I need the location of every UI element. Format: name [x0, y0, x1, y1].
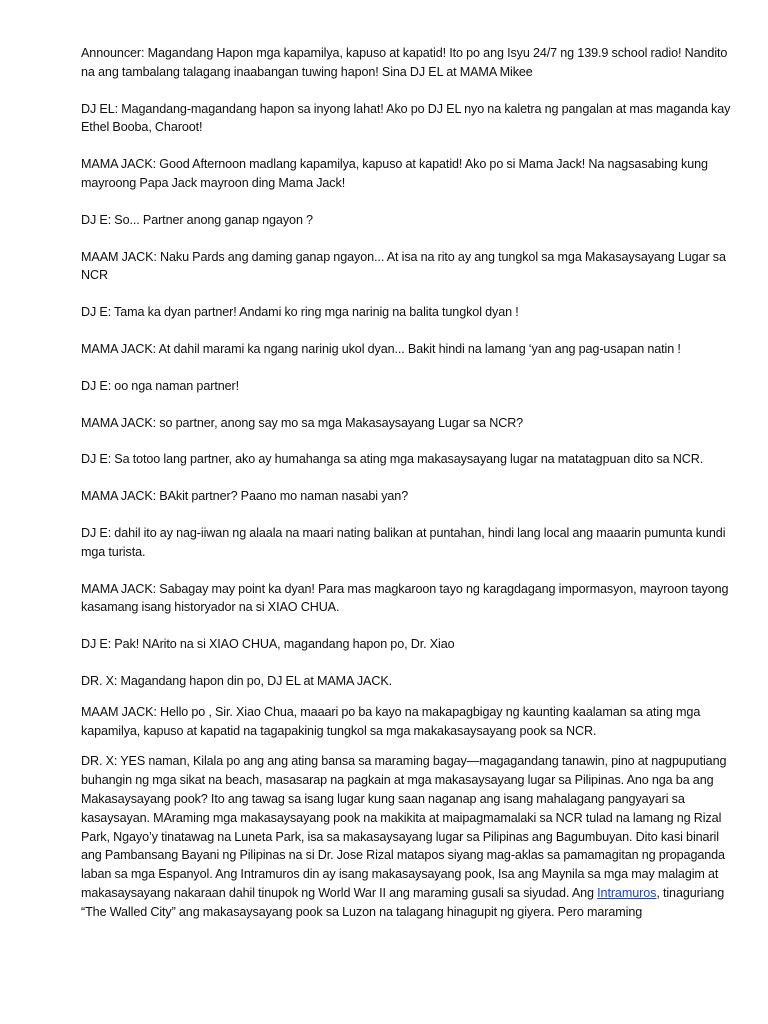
mama-jack-discuss-paragraph: MAMA JACK: At dahil marami ka ngang narinig ukol dyan... Bakit hindi na lamang ‘yan ang pag-usapan natin !	[81, 341, 681, 356]
explanation-text-continued: , tinaguriang “The Walled City” ang makasaysayang pook sa Luzon na talagang hinagupit ng giyera. Pero maraming	[81, 885, 725, 919]
explanation-text: DR. X: YES naman, Kilala po ang ang ating bansa sa maraming bagay—magagandang tanawin, pino at nagpuputiang buhangin ng mga sikat na beach, masasarap na pagkain at mga makasaysayang lugar sa Pilipinas. Ano nga ba ang Makasaysayang pook? Ito ang tawag sa isang lugar kung saan naganap ang isang mahalagang pangyayari sa kasaysayan. MAraming mga makasaysayang pook na makikita at maipagmamalaki sa NCR tulad na lamang ng Rizal Park, Ngayo’y tinatawag na Luneta Park, isa sa makasaysayang lugar sa Pilipinas ang Bagumbuyan. Dito kasi binaril ang Pambansang Bayani ng Pilipinas na si Dr. Jose Rizal matapos siyang mag-aklas sa pamamagitan ng propaganda laban sa mga Espanyol. Ang Intramuros din ay isang makasaysayang pook, Isa ang Maynila sa mga may malagim at makasaysayang nakaraan dahil tinupok ng World War II ang maraming gusali sa siyudad. Ang	[81, 754, 727, 900]
dj-e-oo-paragraph: DJ E: oo nga naman partner!	[81, 378, 240, 393]
dj-e-welcome-paragraph: DJ E: Pak! NArito na si XIAO CHUA, magandang hapon po, Dr. Xiao	[81, 637, 455, 652]
dj-e-admire-paragraph: DJ E: Sa totoo lang partner, ako ay humahanga sa ating mga makasaysayang lugar na matatagpuan dito sa NCR.	[81, 452, 704, 467]
mama-jack-ask-paragraph: MAMA JACK: so partner, anong say mo sa mga Makasaysayang Lugar sa NCR?	[81, 415, 524, 430]
dj-el-greeting-paragraph: DJ EL: Magandang-magandang hapon sa inyong lahat! Ako po DJ EL nyo na kaletra ng pangalan at mas maganda kay Ethel Booba, Charoot!	[81, 101, 731, 135]
dj-e-question-paragraph: DJ E: So... Partner anong ganap ngayon ?	[81, 212, 313, 227]
dr-x-greeting-paragraph: DR. X: Magandang hapon din po, DJ EL at MAMA JACK.	[81, 673, 393, 688]
dr-x-explanation-paragraph	[81, 752, 731, 921]
dj-e-agree-paragraph: DJ E: Tama ka dyan partner! Andami ko ring mga narinig na balita tungkol dyan !	[81, 305, 519, 320]
maam-jack-topic-paragraph: MAAM JACK: Naku Pards ang daming ganap ngayon... At isa na rito ay ang tungkol sa mga Makasaysayang Lugar sa NCR	[81, 249, 726, 283]
intramuros-link[interactable]: Intramuros	[597, 885, 657, 900]
dj-e-memory-paragraph: DJ E: dahil ito ay nag-iiwan ng alaala na maari nating balikan at puntahan, hindi lang local ang maaarin pumunta kundi mga turista.	[81, 525, 726, 559]
document-body	[81, 44, 731, 922]
maam-jack-request-paragraph: MAAM JACK: Hello po , Sir. Xiao Chua, maaari po ba kayo na makapagbigay ng kaunting kaalaman sa ating mga kapamilya, kapuso at kapatid na tagapakinig tungkol sa mga makakasaysayang pook sa NCR.	[81, 704, 701, 738]
announcer-paragraph: Announcer: Magandang Hapon mga kapamilya, kapuso at kapatid! Ito po ang Isyu 24/7 ng 139.9 school radio! Nandito na ang tambalang talagang inaabangan tuwing hapon! Sina DJ EL at MAMA Mikee	[81, 46, 728, 79]
mama-jack-why-paragraph: MAMA JACK: BAkit partner? Paano mo naman nasabi yan?	[81, 489, 409, 504]
mama-jack-historian-paragraph: MAMA JACK: Sabagay may point ka dyan! Para mas magkaroon tayo ng karagdagang impormasyon, mayroon tayong kasamang isang historyador na si XIAO CHUA.	[81, 581, 729, 615]
mama-jack-greeting-paragraph: MAMA JACK: Good Afternoon madlang kapamilya, kapuso at kapatid! Ako po si Mama Jack! Na nagsasabing kung mayroong Papa Jack mayroon ding Mama Jack!	[81, 157, 708, 190]
